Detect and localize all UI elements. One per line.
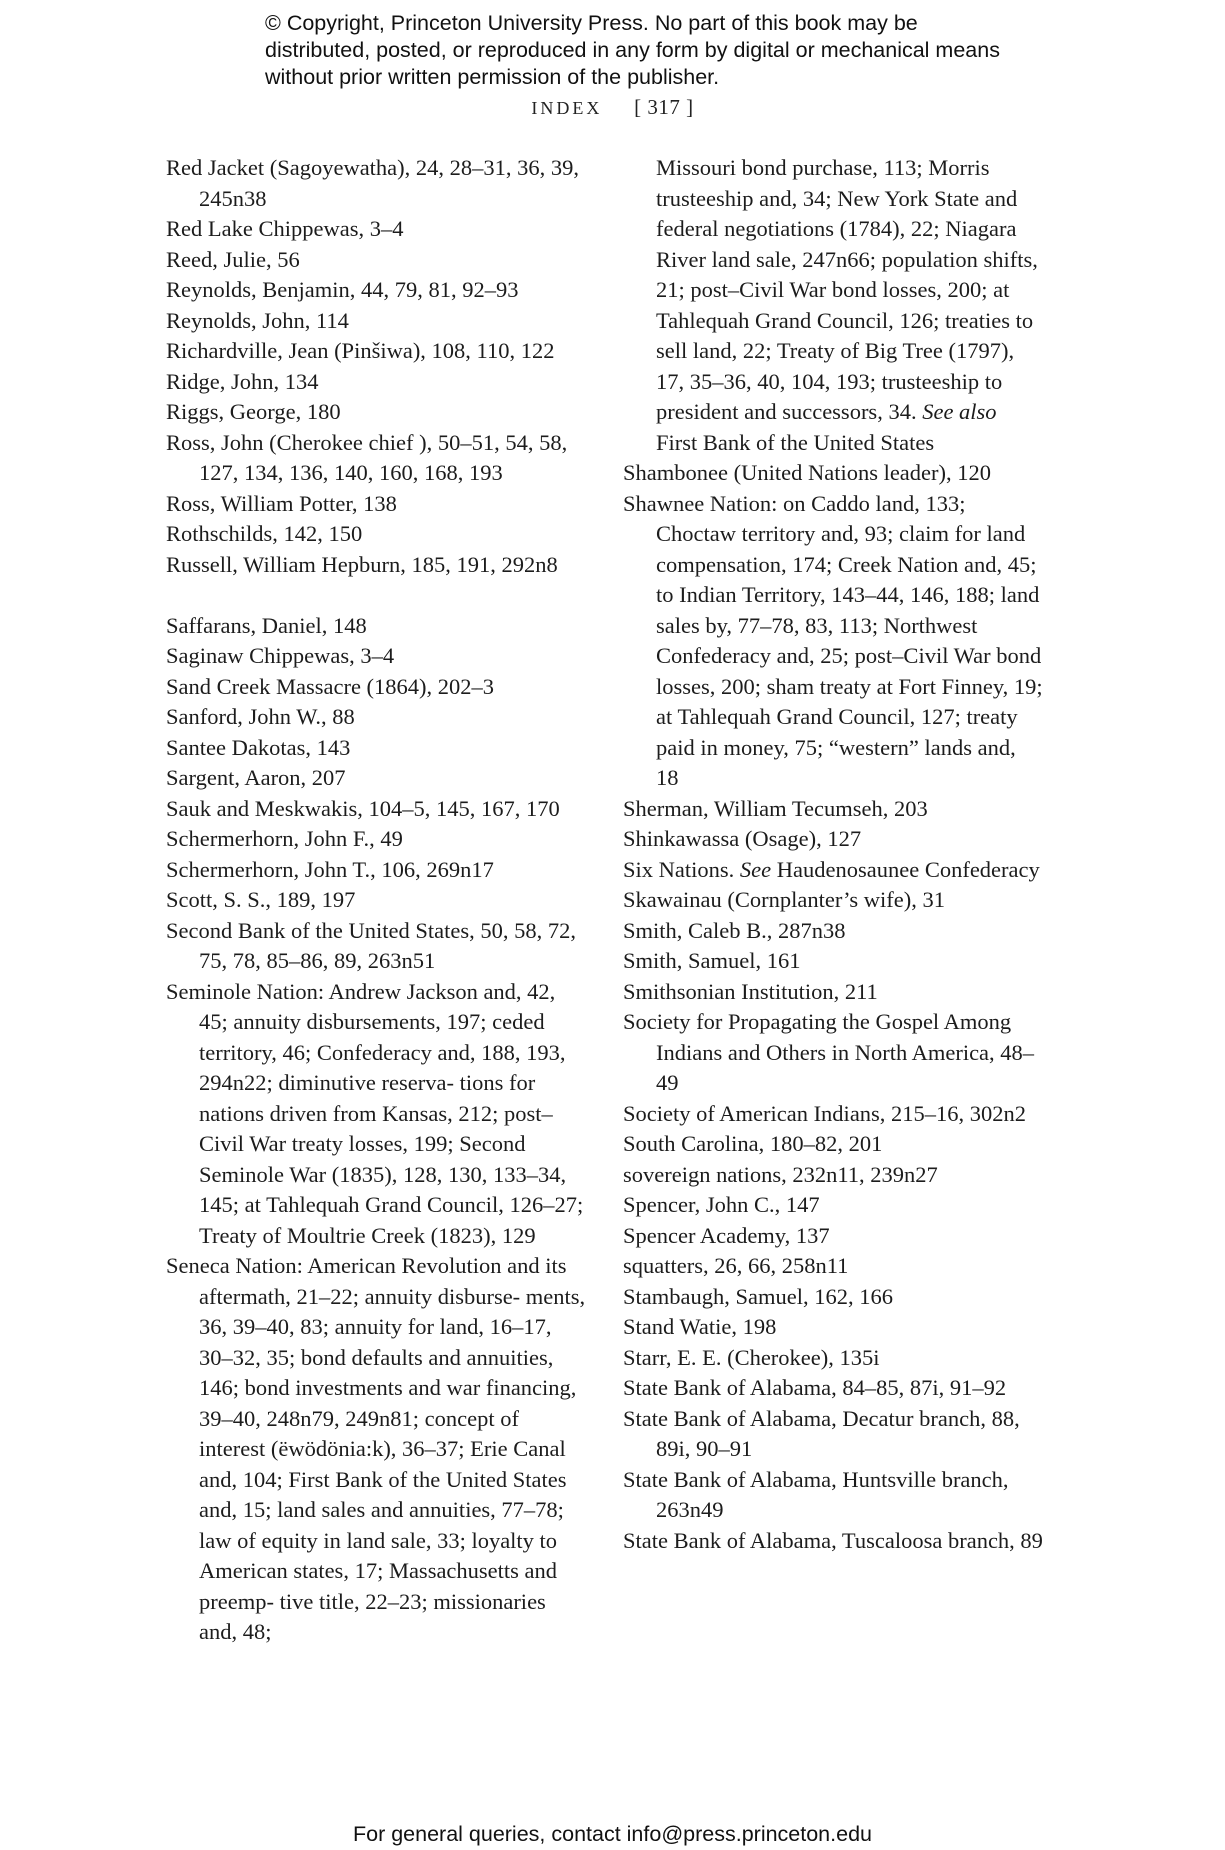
index-entry: Sargent, Aaron, 207 (166, 765, 346, 790)
index-entry: Sauk and Meskwakis, 104–5, 145, 167, 170 (166, 795, 560, 821)
index-entry: Ross, John (Cherokee chief ), 50–51, 54, 58, 127, 134, 136, 140, 160, 168, 193 (166, 429, 568, 485)
index-entry: State Bank of Alabama, Huntsville branch, 263n49 (623, 1466, 1009, 1522)
index-entry: South Carolina, 180–82, 201 (623, 1131, 883, 1156)
index-entry: Spencer Academy, 137 (623, 1222, 830, 1248)
index-entry: State Bank of Alabama, Decatur branch, 88, 89i, 90–91 (623, 1405, 1020, 1461)
index-entry: Reed, Julie, 56 (166, 246, 300, 272)
index-entry: Smith, Samuel, 161 (623, 948, 801, 973)
index-entry-continued (623, 153, 1043, 458)
page-number: [ 317 ] (634, 95, 694, 119)
index-entry: State Bank of Alabama, 84–85, 87i, 91–92 (623, 1375, 1007, 1400)
see-also-target: First Bank of the United States (656, 429, 935, 455)
index-entry: Reynolds, John, 114 (166, 307, 349, 333)
index-entry: Sanford, John W., 88 (166, 704, 355, 729)
index-entry: Spencer, John C., 147 (623, 1192, 820, 1217)
index-entry: squatters, 26, 66, 258n11 (623, 1253, 849, 1278)
index-entry: Schermerhorn, John F., 49 (166, 826, 403, 851)
index-entry: Red Lake Chippewas, 3–4 (166, 216, 404, 241)
index-block-right-a (623, 458, 1043, 855)
index-block-r (166, 153, 586, 580)
continued-text: Missouri bond purchase, 113; Morris trusteeship and, 34; New York State and federal negotiations (1784), 22; Niagara River land sale, 247n66; population shifts, 21; post–Civil War bond losses, 200; at Tahlequah Grand Council, 126; treaties to sell land, 22; Treaty of Big Tree (1797), 17, 35–36, 40, 104, 193; trusteeship to president and successors, 34. (656, 155, 1038, 424)
running-head-label: INDEX (531, 98, 603, 118)
index-entry: Society of American Indians, 215–16, 302n2 (623, 1100, 1027, 1126)
six-nations-head: Six Nations. (623, 856, 735, 882)
index-entry: Sand Creek Massacre (1864), 202–3 (166, 673, 495, 699)
index-entry: Saginaw Chippewas, 3–4 (166, 643, 395, 668)
index-column-right (623, 153, 1043, 1556)
see-also-label: See also (922, 399, 997, 424)
index-entry: Ridge, John, 134 (166, 368, 319, 394)
index-entry: Santee Dakotas, 143 (166, 734, 351, 760)
index-entry: Smithsonian Institution, 211 (623, 978, 878, 1004)
index-entry: Ross, William Potter, 138 (166, 490, 397, 516)
index-column-left (166, 153, 586, 1648)
index-entry: Stambaugh, Samuel, 162, 166 (623, 1283, 893, 1309)
index-entry: Society for Propagating the Gospel Among Indians and Others in North America, 48–49 (623, 1009, 1035, 1095)
index-entry: sovereign nations, 232n11, 239n27 (623, 1161, 938, 1187)
index-entry: Shambonee (United Nations leader), 120 (623, 460, 992, 485)
index-entry: State Bank of Alabama, Tuscaloosa branch, 89 (623, 1527, 1043, 1553)
index-entry: Russell, William Hepburn, 185, 191, 292n8 (166, 551, 558, 577)
index-entry: Shawnee Nation: on Caddo land, 133; Choctaw territory and, 93; claim for land compensation, 174; Creek Nation and, 45; to Indian Territory, 143–44, 146, 188; land sales by, 77–78, 83, 113; Northwest Confederacy and, 25; post–Civil War bond losses, 200; sham treaty at Fort Finney, 19; at Tahlequah Grand Council, 127; treaty paid in money, 75; “western” lands and, 18 (623, 490, 1043, 790)
see-target: Haudenosaunee Confederacy (776, 856, 1040, 882)
index-entry: Rothschilds, 142, 150 (166, 521, 363, 546)
copyright-notice: © Copyright, Princeton University Press. No part of this book may be distributed, posted, or reproduced in any form by digital or mechanical means without prior written permission of the publisher. (265, 11, 1000, 89)
index-block-right-b (623, 885, 1043, 1556)
index-entry: Saffarans, Daniel, 148 (166, 612, 367, 638)
index-entry: Reynolds, Benjamin, 44, 79, 81, 92–93 (166, 277, 519, 302)
index-entry: Skawainau (Cornplanter’s wife), 31 (623, 887, 945, 912)
index-entry: Sherman, William Tecumseh, 203 (623, 795, 928, 821)
index-entry-six-nations (623, 855, 1043, 886)
index-entry: Second Bank of the United States, 50, 58, 72, 75, 78, 85–86, 89, 263n51 (166, 917, 576, 973)
index-block-s (166, 611, 586, 1648)
index-entry: Smith, Caleb B., 287n38 (623, 917, 846, 943)
index-entry: Schermerhorn, John T., 106, 269n17 (166, 856, 494, 882)
index-entry: Richardville, Jean (Pinšiwa), 108, 110, 122 (166, 338, 555, 363)
index-entry: Seminole Nation: Andrew Jackson and, 42, 45; annuity disbursements, 197; ceded territory, 46; Confederacy and, 188, 193, 294n22; diminutive reserva- tions for nations driven from Kansas, 212; post–Civil War treaty losses, 199; Second Seminole War (1835), 128, 130, 133–34, 145; at Tahlequah Grand Council, 126–27; Treaty of Moultrie Creek (1823), 129 (166, 978, 584, 1248)
footer-contact: For general queries, contact info@press.princeton.edu (352, 1822, 872, 1846)
index-entry: Seneca Nation: American Revolution and its aftermath, 21–22; annuity disburse- ments, 36, 39–40, 83; annuity for land, 16–17, 30–32, 35; bond defaults and annuities, 146; bond investments and war financing, 39–40, 248n79, 249n81; concept of interest (ëwödönia:k), 36–37; Erie Canal and, 104; First Bank of the United States and, 15; land sales and annuities, 77–78; law of equity in land sale, 33; loyalty to American states, 17; Massachusetts and preemp- tive title, 22–23; missionaries and, 48; (166, 1253, 586, 1644)
index-entry: Riggs, George, 180 (166, 399, 341, 424)
letter-gap (166, 580, 586, 611)
index-entry: Stand Watie, 198 (623, 1314, 777, 1339)
see-label: See (739, 856, 772, 882)
index-entry: Scott, S. S., 189, 197 (166, 887, 356, 912)
index-entry: Shinkawassa (Osage), 127 (623, 826, 862, 851)
running-head (0, 95, 1225, 120)
index-entry: Red Jacket (Sagoyewatha), 24, 28–31, 36, 39, 245n38 (166, 155, 580, 211)
index-entry: Starr, E. E. (Cherokee), 135i (623, 1344, 880, 1370)
